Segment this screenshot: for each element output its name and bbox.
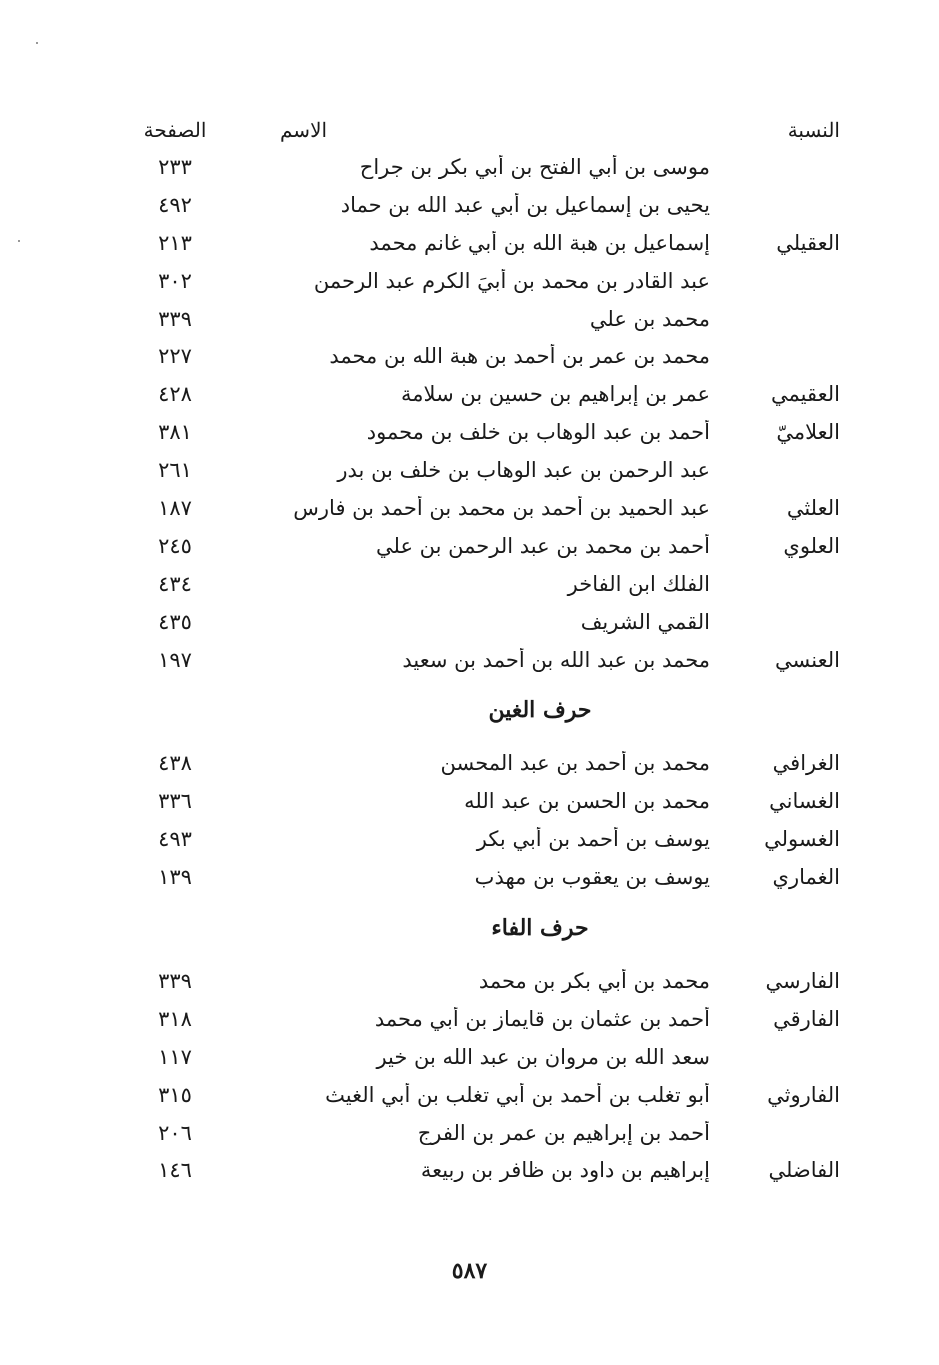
name-cell: أبو تغلب بن أحمد بن أبي تغلب بن أبي الغيث [325,1082,710,1107]
page-cell: ٣١٥ [158,1082,192,1107]
page-cell: ١٤٦ [158,1158,192,1183]
nisba-cell: الفاروثي [767,1082,840,1107]
section-heading-fa: حرف الفاء [491,915,589,942]
name-cell: أحمد بن محمد بن عبد الرحمن بن علي [376,533,710,558]
page-cell: ٣٣٩ [158,968,192,993]
nisba-cell: الغماري [772,865,840,890]
page-cell: ٢٦١ [158,458,192,483]
table-row [140,527,840,565]
page-cell: ٣٣٦ [158,789,192,814]
nisba-cell: العلاميّ [776,420,840,445]
table-row [140,962,840,1000]
page-cell: ١٩٧ [158,647,192,672]
nisba-cell: العلوي [783,533,840,558]
table-row [140,224,840,262]
table-row [140,1151,840,1189]
table-row [140,603,840,641]
name-cell: عبد الحميد بن أحمد بن محمد بن أحمد بن فارس [293,495,710,520]
page-cell: ٤٢٨ [158,382,192,407]
name-cell: محمد بن الحسن بن عبد الله [464,789,710,814]
page-cell: ١٨٧ [158,495,192,520]
page-cell: ٣٠٢ [158,268,192,293]
name-cell: عبد القادر بن محمد بن أبيَ الكرم عبد الرحمن [313,268,710,293]
page-cell: ٤٣٤ [158,571,192,596]
scan-speck [18,240,20,242]
table-row [140,148,840,186]
name-cell: إبراهيم بن داود بن ظافر بن ربيعة [420,1158,710,1183]
name-cell: موسى بن أبي الفتح بن أبي بكر بن جراح [359,154,710,179]
page-cell: ٤٩٢ [158,192,192,217]
name-cell: الفلك ابن الفاخر [567,571,710,596]
nisba-cell: العلثي [786,495,840,520]
name-cell: يوسف بن يعقوب بن مهذب [474,865,710,890]
page-cell: ١٣٩ [158,865,192,890]
table-row [140,820,840,858]
name-cell: عبد الرحمن بن عبد الوهاب بن خلف بن بدر [337,458,710,483]
name-cell: محمد بن عمر بن أحمد بن هبة الله بن محمد [329,344,710,369]
table-row [140,300,840,338]
table-row [140,375,840,413]
nisba-cell: العنسي [775,647,840,672]
table-row [140,641,840,679]
page-cell: ٣٨١ [158,420,192,445]
section-heading-ghain: حرف الغين [488,697,592,724]
table-row [140,1114,840,1152]
name-cell: عمر بن إبراهيم بن حسين بن سلامة [401,382,710,407]
nisba-cell: الغسولي [764,827,840,852]
table-row [140,337,840,375]
page-cell: ٣١٨ [158,1006,192,1031]
table-row [140,1076,840,1114]
nisba-cell: الغرافي [772,751,840,776]
page-cell: ٢٠٦ [158,1120,192,1145]
nisba-cell: الفارقي [773,1006,840,1031]
name-cell: أحمد بن إبراهيم بن عمر بن الفرج [417,1120,710,1145]
table-header [140,112,840,148]
index-table [140,112,840,1189]
table-row [140,782,840,820]
name-cell: محمد بن عبد الله بن أحمد بن سعيد [402,647,710,672]
table-row [140,858,840,896]
page-cell: ٢١٣ [158,230,192,255]
table-row [140,744,840,782]
page-number: ٥٨٧ [451,1258,488,1284]
nisba-cell: الفاضلي [768,1158,840,1183]
name-cell: أحمد بن عثمان بن قايماز بن أبي محمد [374,1006,710,1031]
name-cell: إسماعيل بن هبة الله بن أبي غانم محمد [369,230,710,255]
entries-fa [140,962,840,1189]
page-cell: ٤٣٥ [158,609,192,634]
table-row [140,451,840,489]
name-cell: محمد بن أبي بكر بن محمد [478,968,710,993]
table-row [140,565,840,603]
page-cell: ٤٣٨ [158,751,192,776]
name-cell: أحمد بن عبد الوهاب بن خلف بن محمود [366,420,710,445]
page-cell: ١١٧ [158,1044,192,1069]
header-name: الاسم [280,118,328,142]
page-cell: ٢٤٥ [158,533,192,558]
entries-ain [140,148,840,678]
name-cell: محمد بن أحمد بن عبد المحسن [440,751,710,776]
table-row [140,1000,840,1038]
name-cell: محمد بن علي [589,306,710,331]
scan-speck [36,42,38,44]
name-cell: القمي الشريف [580,609,710,634]
table-row [140,489,840,527]
header-page: الصفحة [143,118,207,142]
table-row [140,413,840,451]
name-cell: يوسف بن أحمد بن أبي بكر [476,827,710,852]
name-cell: سعد الله بن مروان بن عبد الله بن خير [376,1044,710,1069]
page-cell: ٣٣٩ [158,306,192,331]
nisba-cell: العقيمي [771,382,840,407]
name-cell: يحيى بن إسماعيل بن أبي عبد الله بن حماد [340,192,710,217]
page-cell: ٢٣٣ [158,154,192,179]
page-cell: ٢٢٧ [158,344,192,369]
nisba-cell: الغساني [769,789,840,814]
entries-ghain [140,744,840,896]
page-cell: ٤٩٣ [158,827,192,852]
table-row [140,1038,840,1076]
nisba-cell: العقيلي [776,230,840,255]
table-row [140,186,840,224]
nisba-cell: الفارسي [765,968,840,993]
table-row [140,262,840,300]
header-nisba: النسبة [787,118,840,142]
